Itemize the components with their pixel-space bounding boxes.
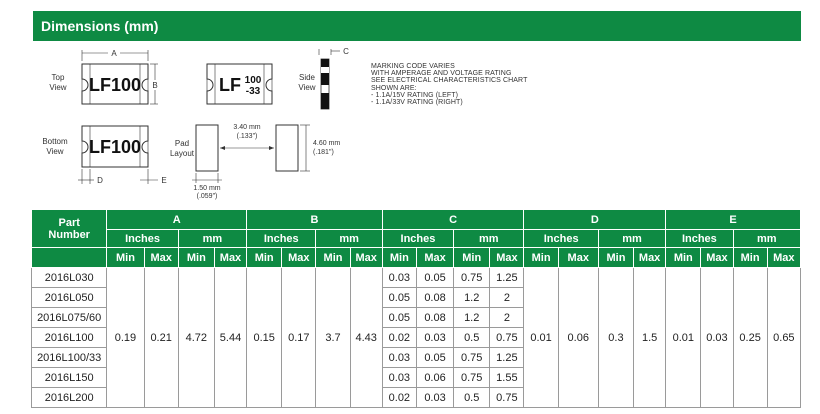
- dim-c-value: 0.75: [490, 328, 524, 348]
- dim-c-value: 0.03: [382, 268, 416, 288]
- note-line: SHOWN ARE:: [371, 84, 417, 92]
- svg-text:View: View: [49, 83, 67, 92]
- part-number-cell: 2016L030: [32, 268, 107, 288]
- dim-c-value: 0.75: [454, 368, 490, 388]
- min-header: Min: [316, 248, 350, 268]
- dim-c-value: 0.08: [416, 308, 453, 328]
- dim-c-value: 1.2: [454, 288, 490, 308]
- group-header-e: E: [666, 210, 801, 230]
- part-number-header: Part Number: [32, 210, 107, 248]
- dim-c-label: C: [343, 47, 349, 56]
- dim-e-label: E: [161, 176, 167, 185]
- max-header: Max: [282, 248, 316, 268]
- dim-c-value: 0.05: [416, 348, 453, 368]
- pad-right: [276, 125, 298, 171]
- top-view-label: Top: [51, 73, 65, 82]
- dim-c-value: 1.25: [490, 348, 524, 368]
- dim-c-value: 0.5: [454, 328, 490, 348]
- part-number-cell: 2016L050: [32, 288, 107, 308]
- group-header-a: A: [107, 210, 247, 230]
- dim-d-value: 0.01: [524, 268, 558, 408]
- dim-c-value: 0.03: [382, 368, 416, 388]
- part-number-cell: 2016L100: [32, 328, 107, 348]
- dim-a-value: 0.21: [144, 268, 178, 408]
- note-line: MARKING CODE VARIES: [371, 63, 455, 70]
- pad-height-mm: 4.60 mm: [313, 140, 341, 147]
- group-header-b: B: [247, 210, 383, 230]
- dim-c-value: 1.55: [490, 368, 524, 388]
- dim-c-value: 0.03: [416, 328, 453, 348]
- min-header: Min: [524, 248, 558, 268]
- part-number-cell: 2016L075/60: [32, 308, 107, 328]
- pad-layout-label: Pad: [174, 139, 190, 148]
- marking-33v-line1: 100: [244, 75, 262, 86]
- dim-c-value: 0.75: [454, 268, 490, 288]
- marking-note: [371, 63, 527, 106]
- dim-e-value: 0.03: [701, 268, 733, 408]
- dim-a-value: 0.19: [107, 268, 144, 408]
- dim-b-label: B: [152, 81, 158, 90]
- pad-gap-mm: 3.40 mm: [233, 124, 261, 131]
- part-number-cell: 2016L100/33: [32, 348, 107, 368]
- min-header: Min: [178, 248, 214, 268]
- dim-d-label: D: [97, 176, 103, 185]
- dim-c-value: 0.05: [382, 308, 416, 328]
- top-view-33v-part: [207, 64, 272, 104]
- dim-e-value: 0.01: [666, 268, 701, 408]
- unit-header-mm: mm: [316, 230, 382, 248]
- note-line: - 1.1A/33V RATING (RIGHT): [371, 99, 463, 107]
- bottom-view-marking: LF100: [88, 137, 142, 157]
- min-header: Min: [382, 248, 416, 268]
- dim-e-value: 0.65: [767, 268, 800, 408]
- dim-b-value: 0.15: [247, 268, 282, 408]
- dimensions-table: [31, 209, 801, 408]
- dim-b-value: 0.17: [282, 268, 316, 408]
- bottom-view-label: Bottom: [42, 137, 68, 146]
- pad-width-in: (.059"): [196, 193, 218, 200]
- dim-a-label: A: [111, 49, 117, 58]
- unit-header-mm: mm: [454, 230, 524, 248]
- unit-header-inches: Inches: [382, 230, 453, 248]
- dim-c-value: 0.02: [382, 328, 416, 348]
- unit-header-inches: Inches: [524, 230, 598, 248]
- dim-b-value: 3.7: [316, 268, 350, 408]
- max-header: Max: [558, 248, 598, 268]
- note-line: SEE ELECTRICAL CHARACTERISTICS CHART: [371, 77, 528, 85]
- section-header: [33, 11, 801, 41]
- dim-c-value: 0.06: [416, 368, 453, 388]
- unit-header-inches: Inches: [247, 230, 316, 248]
- max-header: Max: [144, 248, 178, 268]
- dim-c-value: 1.2: [454, 308, 490, 328]
- min-header: Min: [666, 248, 701, 268]
- pad-gap-in: (.133"): [236, 133, 258, 140]
- dim-c-value: 0.03: [416, 388, 453, 408]
- svg-text:View: View: [46, 147, 64, 156]
- part-number-cell: 2016L200: [32, 388, 107, 408]
- bottom-view-part: [82, 126, 148, 167]
- dim-c-value: 0.5: [454, 388, 490, 408]
- max-header: Max: [490, 248, 524, 268]
- min-header: Min: [733, 248, 767, 268]
- max-header: Max: [350, 248, 382, 268]
- max-header: Max: [214, 248, 246, 268]
- part-number-cell: 2016L150: [32, 368, 107, 388]
- unit-header-mm: mm: [178, 230, 246, 248]
- min-header: Min: [107, 248, 144, 268]
- dim-c-value: 2: [490, 308, 524, 328]
- top-view-marking: LF100: [88, 75, 142, 95]
- note-line: - 1.1A/15V RATING (LEFT): [371, 91, 459, 99]
- table-row: [32, 268, 801, 288]
- dim-c-value: 1.25: [490, 268, 524, 288]
- dim-e-value: 0.25: [733, 268, 767, 408]
- section-title: Dimensions (mm): [41, 18, 159, 34]
- dim-d-value: 0.06: [558, 268, 598, 408]
- dim-c-value: 0.75: [454, 348, 490, 368]
- side-view-label: Side: [298, 73, 316, 82]
- top-view-part: [82, 64, 148, 104]
- group-header-d: D: [524, 210, 666, 230]
- dim-c-value: 0.02: [382, 388, 416, 408]
- dim-b-value: 4.43: [350, 268, 382, 408]
- unit-header-mm: mm: [598, 230, 665, 248]
- dim-c-value: 0.05: [382, 288, 416, 308]
- svg-text:LF: LF: [219, 75, 241, 95]
- group-header-c: C: [382, 210, 524, 230]
- dim-a-value: 5.44: [214, 268, 246, 408]
- min-max-header-row: [32, 248, 801, 268]
- max-header: Max: [416, 248, 453, 268]
- dim-c-value: 0.75: [490, 388, 524, 408]
- pad-left: [196, 125, 218, 171]
- unit-header-inches: Inches: [666, 230, 733, 248]
- dim-d-value: 0.3: [598, 268, 633, 408]
- dim-d-value: 1.5: [634, 268, 666, 408]
- unit-header-inches: Inches: [107, 230, 178, 248]
- svg-text:View: View: [298, 83, 316, 92]
- dim-c-value: 0.08: [416, 288, 453, 308]
- min-header: Min: [247, 248, 282, 268]
- side-view-part: [321, 59, 329, 109]
- svg-text:Layout: Layout: [169, 149, 195, 158]
- dim-c-value: 0.05: [416, 268, 453, 288]
- dim-a-value: 4.72: [178, 268, 214, 408]
- marking-33v-line2: -33: [245, 86, 261, 97]
- max-header: Max: [634, 248, 666, 268]
- pad-height-in: (.181"): [313, 149, 334, 156]
- note-line: WITH AMPERAGE AND VOLTAGE RATING: [371, 70, 512, 78]
- max-header: Max: [701, 248, 733, 268]
- max-header: Max: [767, 248, 800, 268]
- dim-c-value: 2: [490, 288, 524, 308]
- unit-header-mm: mm: [733, 230, 800, 248]
- dim-c-value: 0.03: [382, 348, 416, 368]
- min-header: Min: [598, 248, 633, 268]
- pad-width-mm: 1.50 mm: [193, 185, 221, 192]
- min-header: Min: [454, 248, 490, 268]
